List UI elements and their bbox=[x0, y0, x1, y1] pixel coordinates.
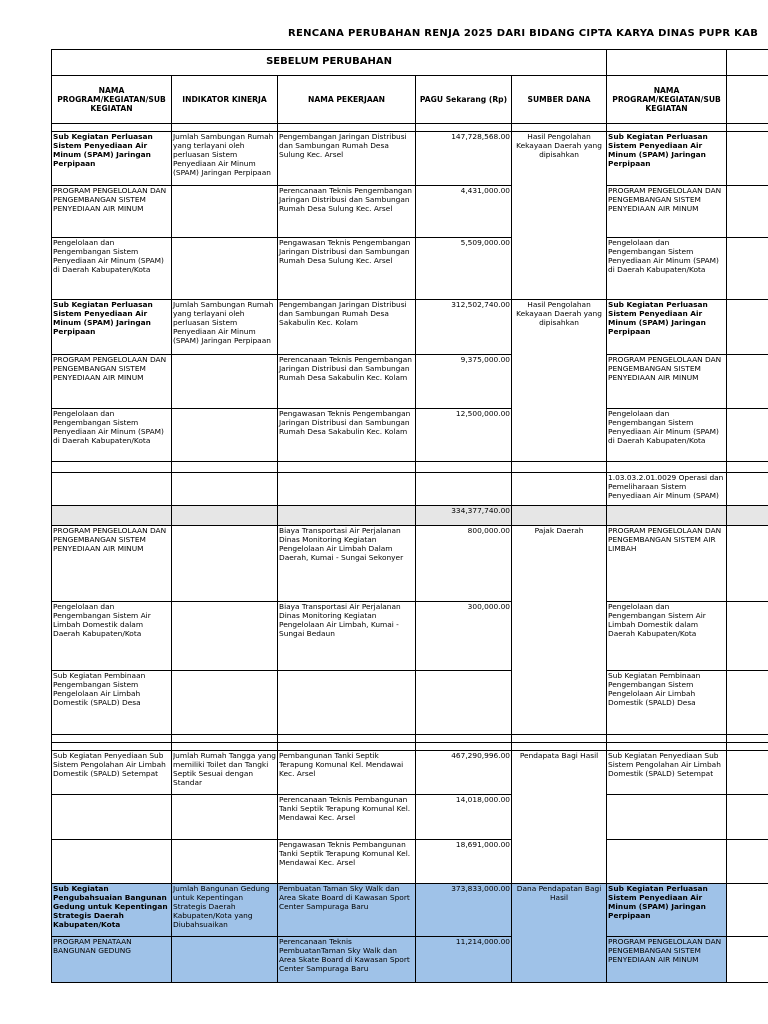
column-header: PAGU Sekarang (Rp) bbox=[416, 76, 512, 124]
section-row bbox=[52, 50, 768, 76]
cell-program: PROGRAM PENGELOLAAN DAN PENGEMBANGAN SISTEM PENYEDIAAN AIR MINUM bbox=[52, 526, 172, 602]
table-row-highlighted bbox=[52, 937, 768, 983]
cell-kegiatan: Pengelolaan dan Pengembangan Sistem Penyediaan Air Minum (SPAM) di Daerah Kabupaten/Kota bbox=[52, 409, 172, 462]
cell-total-pagu: 334,377,740.00 bbox=[416, 506, 512, 526]
cell-kegiatan-right: Pengelolaan dan Pengembangan Sistem Air Limbah Domestik dalam Daerah Kabupaten/Kota bbox=[607, 602, 727, 671]
table-row bbox=[52, 300, 768, 355]
cell-pagu: 5,509,000.00 bbox=[416, 238, 512, 300]
cell-pekerjaan: Pembangunan Tanki Septik Terapung Komunal Kel. Mendawai Kec. Arsel bbox=[278, 751, 416, 795]
spacer-row bbox=[52, 462, 768, 473]
column-header: NAMA PEKERJAAN bbox=[278, 76, 416, 124]
spacer-row bbox=[52, 743, 768, 751]
cell-kegiatan-right: Pengelolaan dan Pengembangan Sistem Penyediaan Air Minum (SPAM) di Daerah Kabupaten/Kota bbox=[607, 238, 727, 300]
cell-sub-kegiatan-right: Sub Kegiatan Perluasan Sistem Penyediaan Air Minum (SPAM) Jaringan Perpipaan bbox=[607, 884, 727, 937]
cell-pekerjaan: Pengembangan Jaringan Distribusi dan Sambungan Rumah Desa Sulung Kec. Arsel bbox=[278, 132, 416, 186]
cell-pagu: 18,691,000.00 bbox=[416, 840, 512, 884]
section-header: SEBELUM PERUBAHAN bbox=[52, 50, 607, 76]
table-row bbox=[52, 602, 768, 671]
cell-sub-kegiatan-right: Sub Kegiatan Perluasan Sistem Penyediaan Air Minum (SPAM) Jaringan Perpipaan bbox=[607, 300, 727, 355]
table-row bbox=[52, 473, 768, 506]
table-row bbox=[52, 526, 768, 602]
cell-pagu: 4,431,000.00 bbox=[416, 186, 512, 238]
cell-pekerjaan: Perencanaan Teknis Pengembangan Jaringan Distribusi dan Sambungan Rumah Desa Sulung Kec. Arsel bbox=[278, 186, 416, 238]
cell-program-right: PROGRAM PENGELOLAAN DAN PENGEMBANGAN SISTEM PENYEDIAAN AIR MINUM bbox=[607, 186, 727, 238]
cell-pagu: 147,728,568.00 bbox=[416, 132, 512, 186]
cell-program-right: PROGRAM PENGELOLAAN DAN PENGEMBANGAN SISTEM PENYEDIAAN AIR MINUM bbox=[607, 937, 727, 983]
spacer-row bbox=[52, 735, 768, 743]
cell-indikator: Jumlah Sambungan Rumah yang terlayani oleh perluasan Sistem Penyediaan Air Minum (SPAM) Jaringan Perpipaan bbox=[172, 132, 278, 186]
cell-operasi-right: 1.03.03.2.01.0029 Operasi dan Pemeliharaan Sistem Penyediaan Air Minum (SPAM) bbox=[607, 473, 727, 506]
cell-pagu: 11,214,000.00 bbox=[416, 937, 512, 983]
cell-program-right: PROGRAM PENGELOLAAN DAN PENGEMBANGAN SISTEM PENYEDIAAN AIR MINUM bbox=[607, 355, 727, 409]
cell-sub-kegiatan: Sub Kegiatan Perluasan Sistem Penyediaan Air Minum (SPAM) Jaringan Perpipaan bbox=[52, 132, 172, 186]
table-row bbox=[52, 671, 768, 735]
cell-empty bbox=[607, 50, 727, 76]
table-row bbox=[52, 186, 768, 238]
cell-pagu: 12,500,000.00 bbox=[416, 409, 512, 462]
cell-sumber-dana: Pajak Daerah bbox=[512, 526, 607, 735]
cell-sumber-dana: Hasil Pengolahan Kekayaan Daerah yang dipisahkan bbox=[512, 300, 607, 462]
cell-sumber-dana: Hasil Pengolahan Kekayaan Daerah yang dipisahkan bbox=[512, 132, 607, 300]
cell-indikator: Jumlah Bangunan Gedung untuk Kepentingan Strategis Daerah Kabupaten/Kota yang Diubahsuaikan bbox=[172, 884, 278, 937]
cell-pagu: 312,502,740.00 bbox=[416, 300, 512, 355]
cell-sumber-dana: Pendapata Bagi Hasil bbox=[512, 751, 607, 884]
cell-pekerjaan: Pengembangan Jaringan Distribusi dan Sambungan Rumah Desa Sakabulin Kec. Kolam bbox=[278, 300, 416, 355]
table-row bbox=[52, 751, 768, 795]
cell-sub-kegiatan-right: Sub Kegiatan Perluasan Sistem Penyediaan Air Minum (SPAM) Jaringan Perpipaan bbox=[607, 132, 727, 186]
table-row bbox=[52, 409, 768, 462]
cell-program: PROGRAM PENATAAN BANGUNAN GEDUNG bbox=[52, 937, 172, 983]
column-header: NAMA PROGRAM/KEGIATAN/SUB KEGIATAN bbox=[607, 76, 727, 124]
cell-sub-kegiatan-right: Sub Kegiatan Pembinaan Pengembangan Sistem Pengelolaan Air Limbah Domestik (SPALD) Desa bbox=[607, 671, 727, 735]
cell-pagu: 14,018,000.00 bbox=[416, 795, 512, 840]
renja-table bbox=[51, 49, 768, 983]
cell-sub-kegiatan: Sub Kegiatan Perluasan Sistem Penyediaan Air Minum (SPAM) Jaringan Perpipaan bbox=[52, 300, 172, 355]
table-row bbox=[52, 795, 768, 840]
cell-sub-kegiatan-right: Sub Kegiatan Penyediaan Sub Sistem Pengolahan Air Limbah Domestik (SPALD) Setempat bbox=[607, 751, 727, 795]
cell-empty bbox=[727, 76, 768, 124]
cell-indikator bbox=[172, 751, 278, 795]
cell-pekerjaan: Biaya Transportasi Air Perjalanan Dinas Monitoring Kegiatan Pengelolaan Air Limbah, Kumai - Sungai Bedaun bbox=[278, 602, 416, 671]
cell-kegiatan: Pengelolaan dan Pengembangan Sistem Air Limbah Domestik dalam Daerah Kabupaten/Kota bbox=[52, 602, 172, 671]
cell-pekerjaan: Pengawasan Teknis Pengembangan Jaringan Distribusi dan Sambungan Rumah Desa Sakabulin Kec. Kolam bbox=[278, 409, 416, 462]
table-row bbox=[52, 238, 768, 300]
cell-pagu: 300,000.00 bbox=[416, 602, 512, 671]
column-header: INDIKATOR KINERJA bbox=[172, 76, 278, 124]
document-title: RENCANA PERUBAHAN RENJA 2025 DARI BIDANG CIPTA KARYA DINAS PUPR KAB bbox=[288, 28, 759, 39]
cell-indikator: Jumlah Sambungan Rumah yang terlayani oleh perluasan Sistem Penyediaan Air Minum (SPAM) Jaringan Perpipaan bbox=[172, 300, 278, 355]
cell-pekerjaan: Perencanaan Teknis Pembangunan Tanki Septik Terapung Komunal Kel. Mendawai Kec. Arsel bbox=[278, 795, 416, 840]
cell-sub-kegiatan: Sub Kegiatan Pengubahsuaian Bangunan Gedung untuk Kepentingan Strategis Daerah Kabupaten/Kota bbox=[52, 884, 172, 937]
column-header: SUMBER DANA bbox=[512, 76, 607, 124]
cell-pekerjaan: Pengawasan Teknis Pengembangan Jaringan Distribusi dan Sambungan Rumah Desa Sulung Kec. Arsel bbox=[278, 238, 416, 300]
cell-pekerjaan: Pengawasan Teknis Pembangunan Tanki Septik Terapung Komunal Kel. Mendawai Kec. Arsel bbox=[278, 840, 416, 884]
cell-kegiatan: Pengelolaan dan Pengembangan Sistem Penyediaan Air Minum (SPAM) di Daerah Kabupaten/Kota bbox=[52, 238, 172, 300]
cell-sub-kegiatan: Sub Kegiatan Penyediaan Sub Sistem Pengolahan Air Limbah Domestik (SPALD) Setempat bbox=[52, 751, 172, 795]
cell-pekerjaan: Pembuatan Taman Sky Walk dan Area Skate Board di Kawasan Sport Center Sampuraga Baru bbox=[278, 884, 416, 937]
cell-pekerjaan: Perencanaan Teknis Pengembangan Jaringan Distribusi dan Sambungan Rumah Desa Sakabulin Kec. Kolam bbox=[278, 355, 416, 409]
indikator-text: Jumlah Rumah Tangga yang memiliki Toilet dan Tangki Septik Sesuai dengan Standar bbox=[173, 751, 276, 788]
cell-kegiatan-right: Pengelolaan dan Pengembangan Sistem Penyediaan Air Minum (SPAM) di Daerah Kabupaten/Kota bbox=[607, 409, 727, 462]
table-row bbox=[52, 355, 768, 409]
cell-pekerjaan: Biaya Transportasi Air Perjalanan Dinas Monitoring Kegiatan Pengelolaan Air Limbah Dalam Daerah, Kumai - Sungai Sekonyer bbox=[278, 526, 416, 602]
spacer-row bbox=[52, 124, 768, 132]
cell-sumber-dana: Dana Pendapatan Bagi Hasil bbox=[512, 884, 607, 983]
cell-pagu: 467,290,996.00 bbox=[416, 751, 512, 795]
cell-pekerjaan: Perencanaan Teknis PembuatanTaman Sky Walk dan Area Skate Board di Kawasan Sport Center Sampuraga Baru bbox=[278, 937, 416, 983]
cell-empty bbox=[727, 50, 768, 76]
cell-program: PROGRAM PENGELOLAAN DAN PENGEMBANGAN SISTEM PENYEDIAAN AIR MINUM bbox=[52, 186, 172, 238]
column-header: NAMA PROGRAM/KEGIATAN/SUB KEGIATAN bbox=[52, 76, 172, 124]
cell-pagu: 9,375,000.00 bbox=[416, 355, 512, 409]
table-row bbox=[52, 840, 768, 884]
column-header-row bbox=[52, 76, 768, 124]
cell-pagu: 800,000.00 bbox=[416, 526, 512, 602]
cell-sub-kegiatan: Sub Kegiatan Pembinaan Pengembangan Sistem Pengelolaan Air Limbah Domestik (SPALD) Desa bbox=[52, 671, 172, 735]
table-row bbox=[52, 132, 768, 186]
cell-program-right: PROGRAM PENGELOLAAN DAN PENGEMBANGAN SISTEM AIR LIMBAH bbox=[607, 526, 727, 602]
cell-pagu: 373,833,000.00 bbox=[416, 884, 512, 937]
cell-program: PROGRAM PENGELOLAAN DAN PENGEMBANGAN SISTEM PENYEDIAAN AIR MINUM bbox=[52, 355, 172, 409]
table-row-highlighted bbox=[52, 884, 768, 937]
total-row bbox=[52, 506, 768, 526]
